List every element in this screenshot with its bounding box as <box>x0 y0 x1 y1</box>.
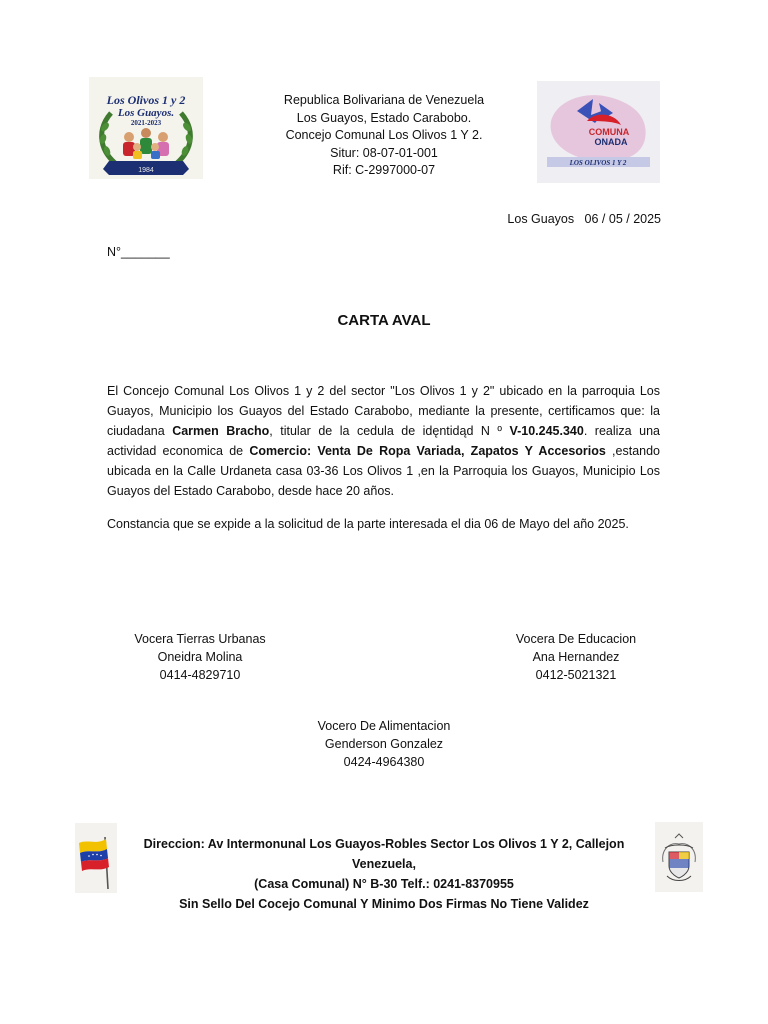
letterhead <box>234 92 534 180</box>
letterhead-line-country: Republica Bolivariana de Venezuela <box>283 93 485 107</box>
comuna-logo <box>537 81 660 183</box>
citizen-name: Carmen Bracho <box>172 424 270 438</box>
right-logo-banner: LOS OLIVOS 1 Y 2 <box>569 159 627 167</box>
comuna-logo-icon <box>537 81 660 183</box>
footer-line-validity: Sin Sello Del Cocejo Comunal Y Minimo Dos Firmas No Tiene Validez <box>179 897 589 911</box>
body-text-address: ,estando ubicada en la Calle Urdaneta casa 03-36 Los Olivos 1 ,en la Parroquia los Guayos, Municipio Los Guayos del Estado Carabobo, desde hace 20 años. <box>107 444 661 498</box>
signature-role: Vocero De Alimentacion <box>317 719 451 733</box>
laurel-wreath-logo-icon <box>89 77 203 179</box>
footer-line-contact: (Casa Comunal) N° B-30 Telf.: 0241-8370955 <box>254 877 514 891</box>
signature-name: Oneidra Molina <box>157 650 243 664</box>
certification-paragraph <box>107 381 660 501</box>
footer-line-address: Direccion: Av Intermonunal Los Guayos-Robles Sector Los Olivos 1 Y 2, Callejon Venezuela, <box>143 837 625 871</box>
right-logo-word1: COMUNA <box>588 127 630 137</box>
letterhead-line-rif: Rif: C-2997000-07 <box>332 163 436 177</box>
signature-role: Vocera Tierras Urbanas <box>134 632 266 646</box>
venezuela-flag <box>75 823 117 893</box>
signature-name: Genderson Gonzalez <box>324 737 444 751</box>
coat-of-arms-icon <box>655 822 703 892</box>
left-logo-ribbon: 1984 <box>138 167 154 174</box>
document-number: N°_______ <box>107 245 170 259</box>
signature-phone: 0414-4829710 <box>159 668 241 682</box>
signature-name: Ana Hernandez <box>532 650 620 664</box>
concejo-comunal-logo <box>89 77 203 179</box>
document-date: Los Guayos 06 / 05 / 2025 <box>507 212 661 226</box>
signature-phone: 0424-4964380 <box>343 755 425 769</box>
signature-block-alimentacion <box>284 717 484 771</box>
left-logo-title-line1: Los Olivos 1 y 2 <box>106 93 186 107</box>
right-logo-word2: ONADA <box>594 137 628 147</box>
letterhead-line-situr: Situr: 08-07-01-001 <box>330 145 438 160</box>
document-title: CARTA AVAL <box>337 312 431 329</box>
constancia-paragraph: Constancia que se expide a la solicitud de la parte interesada el dia 06 de Mayo del año 2025. <box>107 517 629 531</box>
body-text-activity-label: . realiza una actividad economica de <box>107 424 660 458</box>
footer-address <box>112 834 656 914</box>
left-logo-title-line2: Los Guayos. <box>117 107 175 119</box>
signature-block-tierras <box>100 630 300 684</box>
citizen-id: V-10.245.340 <box>509 424 584 438</box>
signature-role: Vocera De Educacion <box>515 632 637 646</box>
left-logo-years: 2021-2023 <box>130 119 162 127</box>
venezuela-flag-icon <box>75 823 117 893</box>
letterhead-line-council: Concejo Comunal Los Olivos 1 Y 2. <box>285 128 483 142</box>
signature-phone: 0412-5021321 <box>535 668 617 682</box>
letterhead-line-location: Los Guayos, Estado Carabobo. <box>296 110 472 125</box>
signature-block-educacion <box>476 630 676 684</box>
coat-of-arms <box>655 822 703 892</box>
body-text-intro: El Concejo Comunal Los Olivos 1 y 2 del sector "Los Olivos 1 y 2" ubicado en la parroquia Los Guayos, Municipio los Guayos del Estado Carabobo, mediante la presente, certificamos que: la ciudadana <box>107 384 660 438</box>
economic-activity: Comercio: Venta De Ropa Variada, Zapatos Y Accesorios <box>249 444 606 458</box>
body-text-id-label: , titular de la cedula de idęntidąd N º <box>269 424 510 438</box>
